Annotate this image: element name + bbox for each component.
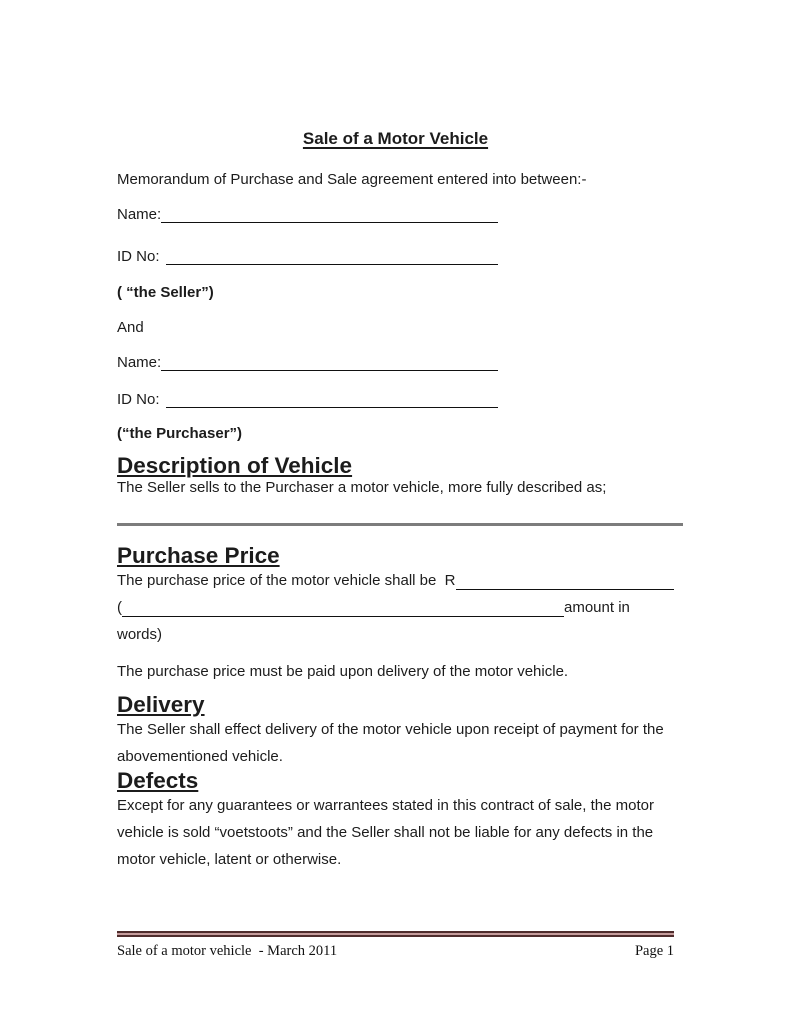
page-footer [117, 931, 674, 960]
purchase-price-heading: Purchase Price [117, 543, 280, 568]
purchaser-name-blank-line [161, 369, 498, 371]
description-blank-line [117, 523, 683, 526]
purchaser-designation: (“the Purchaser”) [117, 425, 243, 442]
and-label: And [117, 319, 144, 336]
defects-body: Except for any guarantees or warrantees stated in this contract of sale, the motor vehicle is sold “voetstoots” and the Seller shall not be liable for any defects in the motor vehicle, latent or otherwise. [117, 797, 654, 868]
amount-in-label: amount in [564, 599, 630, 616]
seller-id-label: ID No: [117, 248, 160, 265]
purchase-price-lines [117, 567, 674, 648]
section-description [117, 455, 674, 526]
seller-designation: ( “the Seller”) [117, 284, 214, 301]
footer-text-row [117, 943, 674, 960]
purchase-price-amount-row [117, 567, 674, 594]
purchase-price-note: The purchase price must be paid upon delivery of the motor vehicle. [117, 663, 569, 680]
amount-words-blank-line [122, 616, 564, 617]
purchaser-id-blank-line [166, 406, 498, 408]
purchaser-id-row [117, 390, 498, 410]
description-body: The Seller sells to the Purchaser a motor vehicle, more fully described as; [117, 479, 607, 496]
intro-text: Memorandum of Purchase and Sale agreement entered into between:- [117, 171, 587, 188]
purchaser-id-label: ID No: [117, 391, 160, 408]
section-purchase-price [117, 545, 674, 682]
words-close-label: words) [117, 626, 163, 643]
purchase-price-amount-prefix: The purchase price of the motor vehicle shall be R [117, 572, 456, 589]
footer-page-number: Page 1 [634, 943, 674, 959]
section-defects [117, 770, 674, 873]
purchase-price-amount-blank-line [456, 589, 674, 590]
amount-words-open-paren: ( [117, 599, 122, 616]
purchaser-name-row [117, 353, 498, 373]
footer-rule [117, 931, 674, 937]
words-close-row [117, 621, 674, 648]
seller-id-blank-line [166, 263, 498, 265]
amount-in-words-row [117, 594, 674, 621]
delivery-heading: Delivery [117, 692, 205, 717]
defects-heading: Defects [117, 768, 199, 793]
purchaser-name-label: Name: [117, 354, 162, 371]
seller-name-row [117, 205, 498, 225]
footer-left-text: Sale of a motor vehicle - March 2011 [117, 943, 338, 959]
page-title: Sale of a Motor Vehicle [302, 129, 489, 148]
seller-name-label: Name: [117, 206, 162, 223]
seller-name-blank-line [161, 221, 498, 223]
description-heading: Description of Vehicle [117, 453, 353, 478]
section-delivery [117, 694, 674, 770]
seller-id-row [117, 247, 498, 267]
delivery-body: The Seller shall effect delivery of the motor vehicle upon receipt of payment for the abovementioned vehicle. [117, 721, 664, 765]
